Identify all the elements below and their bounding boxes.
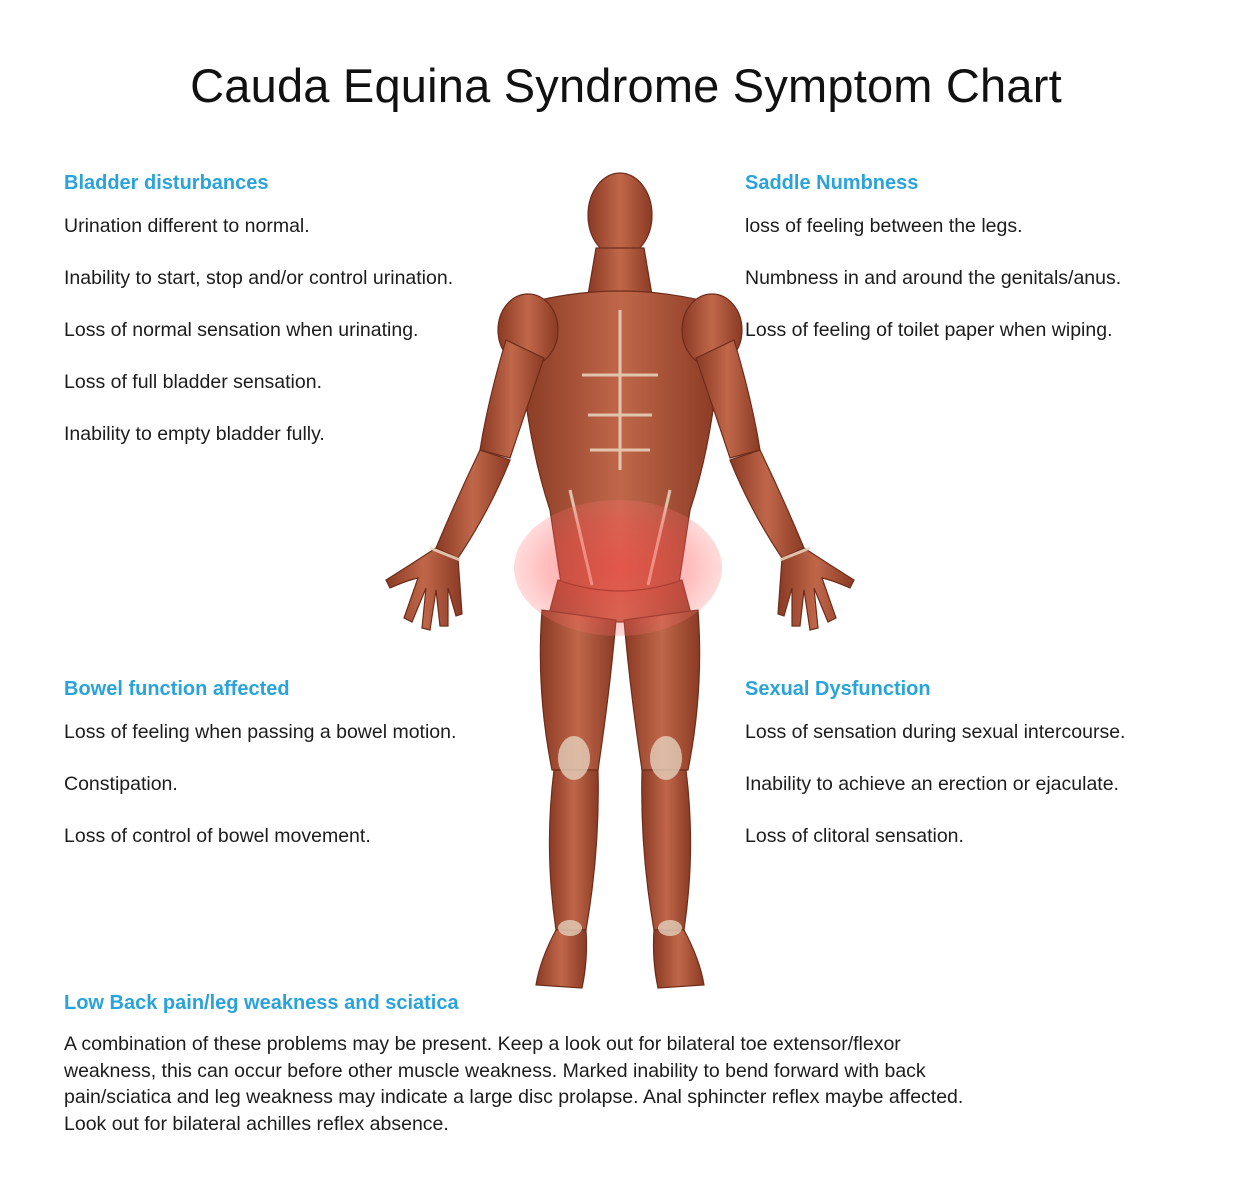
- pelvis-highlight: [514, 500, 722, 636]
- section-heading: Low Back pain/leg weakness and sciatica: [64, 992, 459, 1014]
- symptom-item: Inability to achieve an erection or ejaculate.: [745, 773, 1119, 795]
- left-hand: [386, 548, 462, 630]
- bladder-section: [64, 172, 453, 475]
- bowel-section: [64, 678, 456, 877]
- symptom-item: Urination different to normal.: [64, 215, 310, 237]
- symptom-item: Loss of clitoral sensation.: [745, 825, 964, 847]
- section-heading: Sexual Dysfunction: [745, 678, 931, 700]
- paragraph-line: Look out for bilateral achilles reflex absence.: [64, 1112, 449, 1135]
- symptom-item: Loss of feeling when passing a bowel motion.: [64, 721, 457, 743]
- neck: [588, 248, 652, 295]
- paragraph-line: pain/sciatica and leg weakness may indicate a large disc prolapse. Anal sphincter reflex maybe affected.: [64, 1086, 964, 1108]
- symptom-item: Loss of control of bowel movement.: [64, 825, 371, 847]
- symptom-item: Loss of full bladder sensation.: [64, 371, 322, 393]
- symptom-item: Numbness in and around the genitals/anus.: [745, 267, 1122, 289]
- symptom-item: Constipation.: [64, 773, 178, 795]
- symptom-item: Loss of normal sensation when urinating.: [64, 319, 419, 341]
- symptom-item: Loss of sensation during sexual intercourse.: [745, 721, 1126, 743]
- section-heading: Bowel function affected: [64, 678, 290, 700]
- section-heading: Saddle Numbness: [745, 172, 919, 194]
- page-title: Cauda Equina Syndrome Symptom Chart: [190, 59, 1062, 112]
- symptom-item: loss of feeling between the legs.: [745, 215, 1023, 237]
- symptom-item: Loss of feeling of toilet paper when wiping.: [745, 319, 1113, 341]
- right-foot: [654, 930, 705, 988]
- paragraph-line: weakness, this can occur before other muscle weakness. Marked inability to bend forward with back: [64, 1059, 926, 1082]
- right-shin: [642, 770, 691, 930]
- sexual-section: [745, 678, 1125, 877]
- lowback-section: [64, 992, 1184, 1137]
- saddle-section: [745, 172, 1121, 371]
- left-foot: [536, 930, 587, 988]
- head: [588, 173, 652, 257]
- section-heading: Bladder disturbances: [64, 172, 269, 194]
- right-forearm: [730, 450, 804, 558]
- right-hand: [778, 548, 854, 630]
- symptom-item: Inability to empty bladder fully.: [64, 423, 325, 445]
- symptom-item: Inability to start, stop and/or control urination.: [64, 267, 454, 289]
- paragraph-line: A combination of these problems may be present. Keep a look out for bilateral toe extensor/flexor: [64, 1033, 901, 1055]
- left-shin: [549, 770, 598, 930]
